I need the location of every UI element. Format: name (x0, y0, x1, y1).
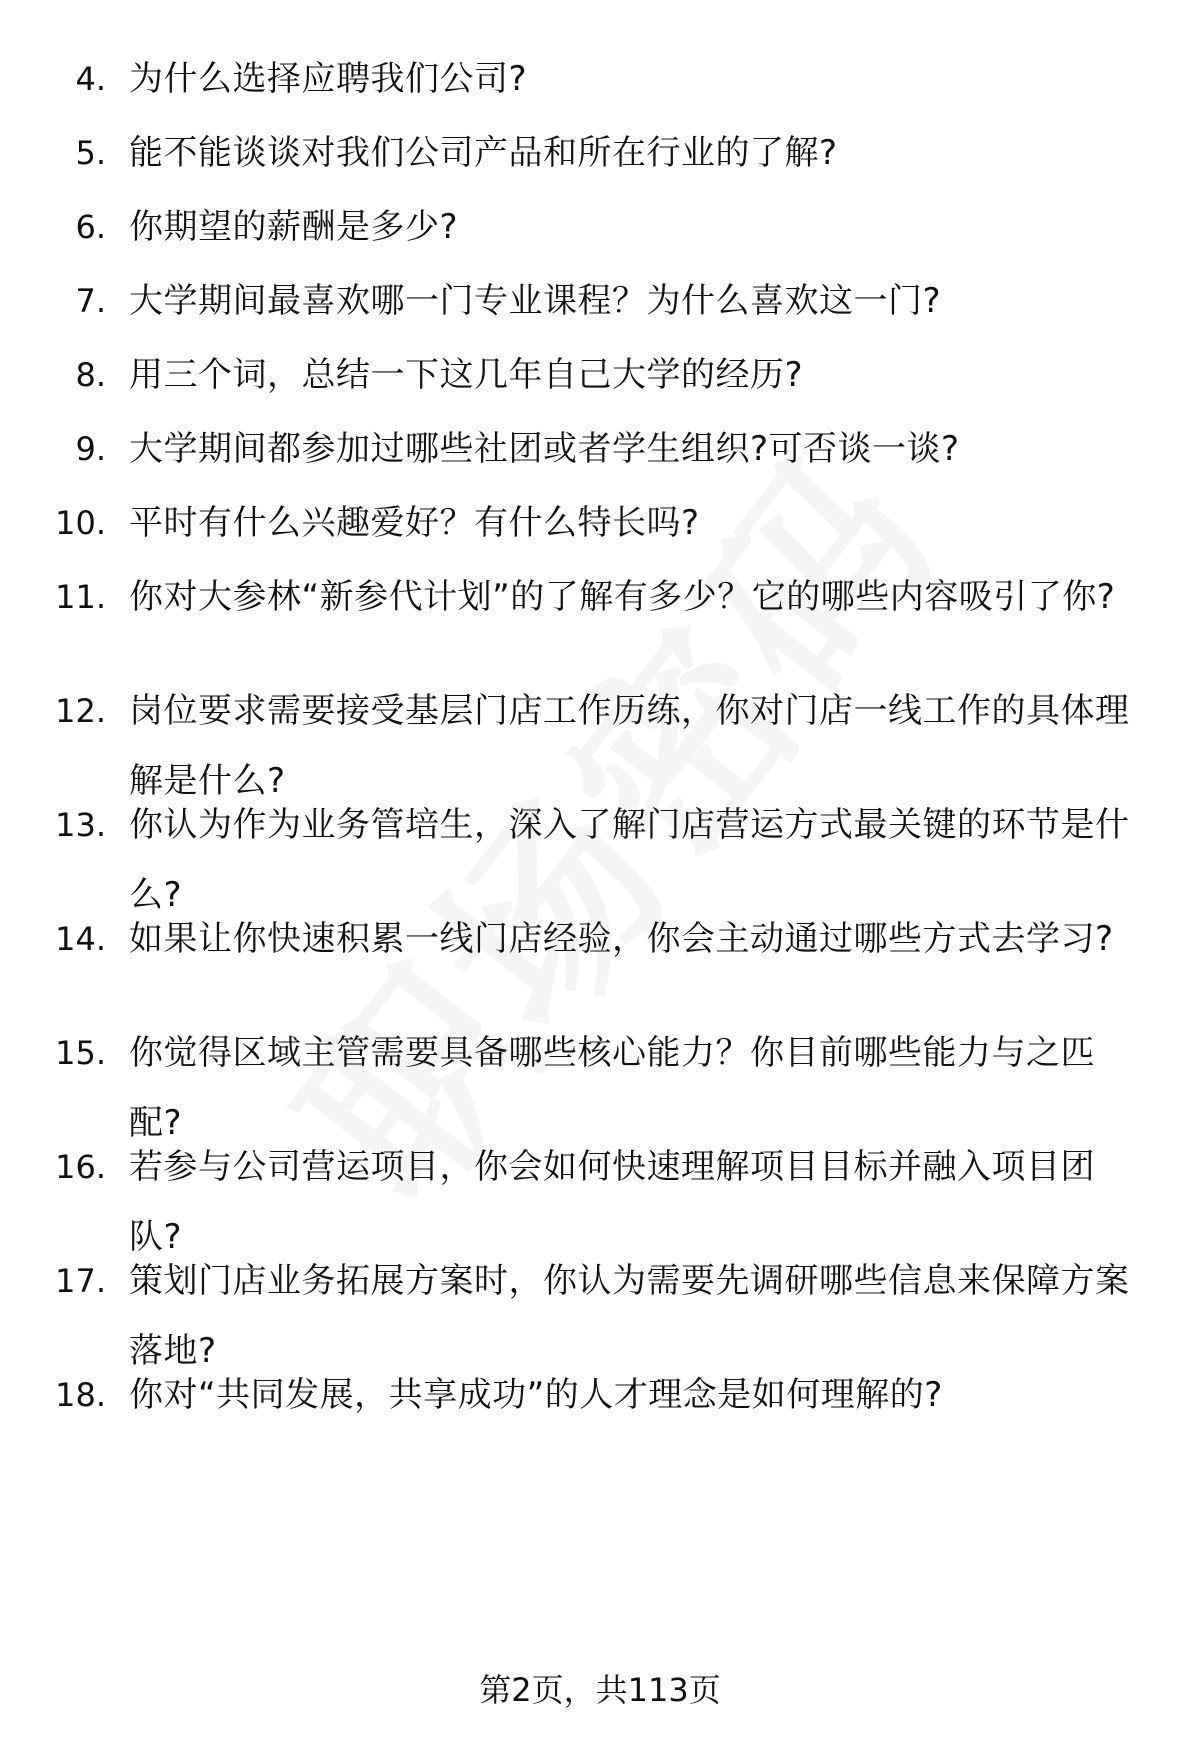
question-text: 你对“共同发展，共享成功”的人才理念是如何理解的? (129, 1375, 943, 1415)
question-number: 9. (75, 430, 106, 468)
question-number: 13. (55, 806, 106, 844)
question-number: 6. (75, 208, 106, 246)
question-number: 4. (75, 60, 106, 98)
question-text: 你认为作为业务管培生，深入了解门店营运方式最关键的环节是什么? (129, 805, 1130, 915)
question-number: 5. (75, 134, 106, 172)
question-number: 16. (55, 1148, 106, 1186)
question-text: 岗位要求需要接受基层门店工作历练，你对门店一线工作的具体理解是什么? (129, 691, 1130, 801)
question-text: 能不能谈谈对我们公司产品和所在行业的了解? (129, 133, 838, 173)
question-number: 12. (55, 692, 106, 730)
question-number: 17. (55, 1262, 106, 1300)
question-number: 10. (55, 504, 106, 542)
question-text: 如果让你快速积累一线门店经验，你会主动通过哪些方式去学习? (129, 919, 1114, 959)
question-text: 你觉得区域主管需要具备哪些核心能力？你目前哪些能力与之匹配? (129, 1033, 1095, 1143)
question-text: 若参与公司营运项目，你会如何快速理解项目目标并融入项目团队? (129, 1147, 1095, 1257)
question-number: 15. (55, 1034, 106, 1072)
question-text: 用三个词，总结一下这几年自己大学的经历? (129, 355, 804, 395)
question-text: 策划门店业务拓展方案时，你认为需要先调研哪些信息来保障方案落地? (129, 1261, 1130, 1371)
question-number: 18. (55, 1376, 106, 1414)
question-text: 为什么选择应聘我们公司? (129, 59, 528, 99)
question-text: 大学期间最喜欢哪一门专业课程？为什么喜欢这一门? (129, 281, 942, 321)
question-text: 你对大参林“新参代计划”的了解有多少？它的哪些内容吸引了你? (129, 577, 1116, 617)
question-text: 你期望的薪酬是多少? (129, 207, 459, 247)
page-footer: 第2页，共113页 (479, 1671, 721, 1709)
question-number: 11. (55, 578, 106, 616)
question-text: 大学期间都参加过哪些社团或者学生组织?可否谈一谈? (129, 429, 960, 469)
question-text: 平时有什么兴趣爱好？有什么特长吗? (129, 503, 700, 543)
question-number: 14. (55, 920, 106, 958)
question-number: 8. (75, 356, 106, 394)
question-number: 7. (75, 282, 106, 320)
